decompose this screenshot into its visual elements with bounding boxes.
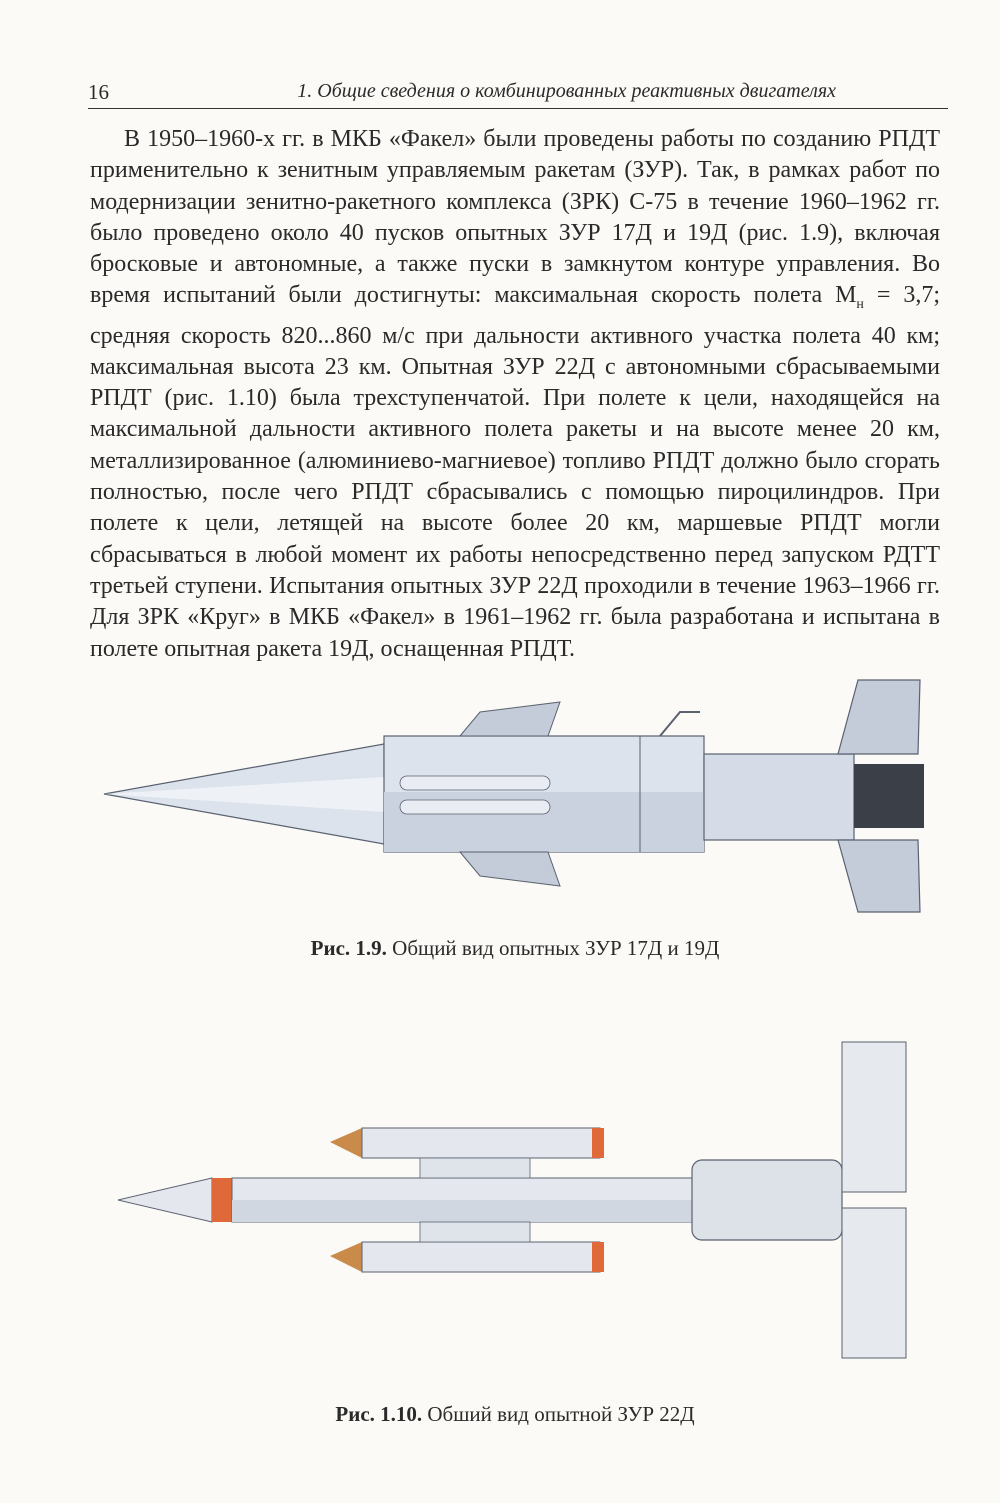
figure-1-9 [0,672,1000,922]
figure-1-10 [0,1032,1000,1382]
figure-caption-text: Общий вид опытных ЗУР 17Д и 19Д [392,936,720,960]
paragraph-text-part-1: В 1950–1960-х гг. в МКБ «Факел» были проведены работы по созданию РПДТ применительно к зенитным управляемым ракетам (ЗУР). Так, в рамках работ по модернизации зенитно-ракетного комплекса (ЗРК) С-75 в течение 1960–1962 гг. было проведено около 40 пусков опытных ЗУР 17Д и 19Д (рис. 1.9), включая бросковые и автономные, а также пуски в замкнутом контуре управления. Во время испытаний были достигнуты: максимальная скорость полета М [90,126,940,309]
mach-subscript: н [856,297,864,313]
body-text [90,124,940,665]
figure-number: Рис. 1.9. [310,936,387,960]
missile-17d-19d-drawing [0,672,1000,922]
figure-caption-text: Обший вид опытной ЗУР 22Д [427,1402,695,1426]
page-number: 16 [88,80,109,104]
running-head [88,78,948,109]
figure-number: Рис. 1.10. [335,1402,423,1426]
missile-22d-drawing [0,1032,1000,1382]
chapter-title: 1. Общие сведения о комбинированных реактивных двигателях [297,80,836,102]
paragraph-text-part-2: = 3,7; средняя скорость 820...860 м/с при дальности активного участка полета 40 км; максимальная высота 23 км. Опытная ЗУР 22Д с автономными сбрасываемыми РПДТ (рис. 1.10) была трехступенчатой. При полете к цели, находящейся на максимальной дальности активного полета ракеты и на высоте менее 20 км, металлизированное (алюминиево-магниевое) топливо РПДТ должно было сгорать полностью, после чего РПДТ сбрасывались с помощью пироцилиндров. При полете к цели, летящей на высоте более 20 км, маршевые РПДТ могли сбрасываться в любой момент их работы непосредственно перед запуском РДТТ третьей ступени. Испытания опытных ЗУР 22Д проходили в течение 1963–1966 гг. Для ЗРК «Круг» в МКБ «Факел» в 1961–1962 гг. была разработана и испытана в полете опытная ракета 19Д, оснащенная РПДТ. [90,282,941,662]
figure-1-9-caption [15,936,1000,961]
body-paragraph [90,124,940,665]
figure-1-10-caption [15,1402,1000,1427]
